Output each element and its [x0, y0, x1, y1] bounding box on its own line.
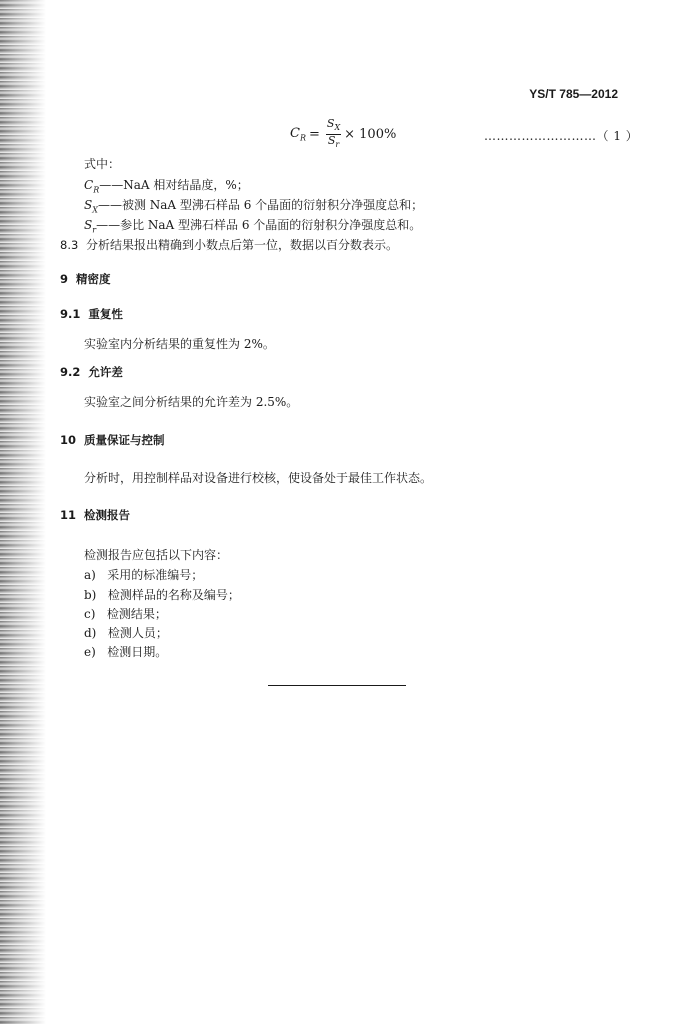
formula-denominator: $S_r$ — [327, 134, 340, 150]
formula-1 — [290, 118, 396, 151]
section-11-heading: 11 检测报告 — [60, 508, 131, 522]
section-9-heading: 9 精密度 — [60, 272, 111, 286]
list-item-b: b) 检测样品的名称及编号； — [84, 588, 240, 602]
where-item-sr: $S_r——$参比 NaA 型沸石样品 6 个晶面的衍射积分净强度总和。 — [84, 218, 422, 235]
standard-code: YS/T 785—2012 — [529, 87, 618, 101]
clause-9-2-text: 实验室之间分析结果的允许差为 2.5%。 — [84, 395, 299, 409]
formula-times-100: × 100% — [344, 127, 397, 143]
list-item-a: a) 采用的标准编号； — [84, 568, 204, 582]
end-rule — [268, 685, 406, 686]
clause-8-3: 8.3 分析结果报出精确到小数点后第一位，数据以百分数表示。 — [60, 238, 398, 252]
clause-9-1-text: 实验室内分析结果的重复性为 2%。 — [84, 337, 275, 351]
list-item-c: c) 检测结果； — [84, 607, 167, 621]
list-item-d: d) 检测人员； — [84, 626, 168, 640]
where-item-sx: $S_X——$被测 NaA 型沸石样品 6 个晶面的衍射积分净强度总和； — [84, 198, 424, 215]
equation-number: ………………………（ 1 ） — [484, 129, 639, 143]
where-intro: 式中： — [84, 157, 121, 171]
section-10-text: 分析时，用控制样品对设备进行校核，使设备处于最佳工作状态。 — [84, 471, 433, 485]
list-item-e: e) 检测日期。 — [84, 645, 168, 659]
formula-fraction — [326, 118, 341, 151]
section-11-intro: 检测报告应包括以下内容： — [84, 548, 229, 562]
clause-9-1-heading: 9.1 重复性 — [60, 307, 123, 321]
formula-equals: = — [308, 127, 320, 143]
clause-9-2-heading: 9.2 允许差 — [60, 365, 123, 379]
formula-lhs: $C_R$ — [290, 126, 306, 143]
scan-edge-shadow — [0, 0, 46, 1024]
where-item-cr: $C_R——NaA$ 相对结晶度，%； — [84, 178, 249, 195]
formula-numerator: $S_X$ — [326, 118, 341, 135]
section-10-heading: 10 质量保证与控制 — [60, 433, 165, 447]
